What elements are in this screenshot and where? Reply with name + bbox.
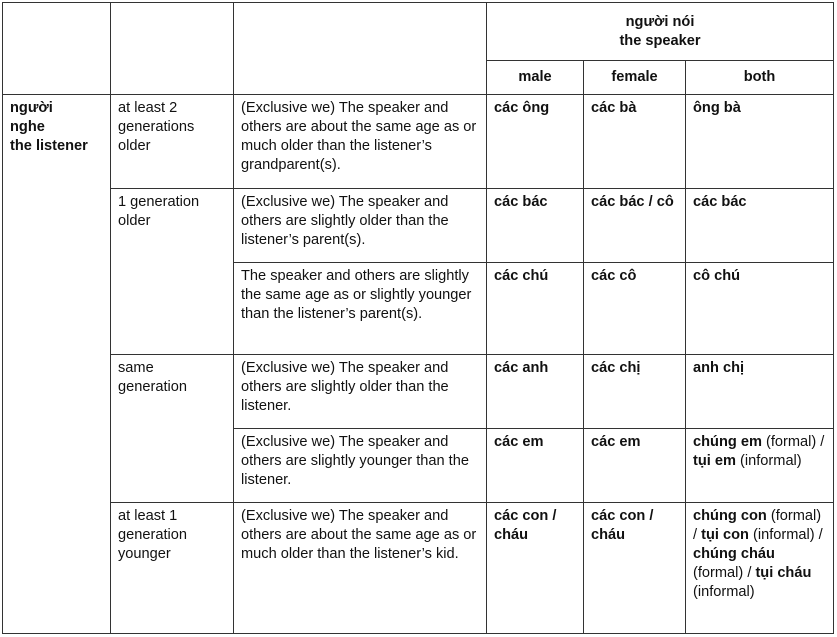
col-header-female: female <box>584 61 686 95</box>
row-description: (Exclusive we) The speaker and others are about the same age as or much older than the listener’s kid. <box>234 503 487 634</box>
empty-header-cell <box>3 3 111 95</box>
row-description: (Exclusive we) The speaker and others are slightly older than the listener’s parent(s). <box>234 189 487 263</box>
cell-male: các con / cháu <box>487 503 584 634</box>
row-description: The speaker and others are slightly the same age as or slightly younger than the listener’s parent(s). <box>234 263 487 355</box>
cell-male: các anh <box>487 355 584 429</box>
group-label: 1 generation older <box>111 189 234 355</box>
cell-both: anh chị <box>686 355 834 429</box>
cell-male: các ông <box>487 95 584 189</box>
listener-header-vi2: nghe <box>10 119 45 135</box>
speaker-header <box>487 3 834 61</box>
row-description: (Exclusive we) The speaker and others are slightly older than the listener. <box>234 355 487 429</box>
cell-female: các bà <box>584 95 686 189</box>
cell-female: các em <box>584 429 686 503</box>
listener-header <box>3 95 111 634</box>
cell-female: các cô <box>584 263 686 355</box>
group-label: at least 2 generations older <box>111 95 234 189</box>
speaker-header-en: the speaker <box>619 32 701 49</box>
cell-female: các chị <box>584 355 686 429</box>
row-description: (Exclusive we) The speaker and others are about the same age as or much older than the listener’s grandparent(s). <box>234 95 487 189</box>
listener-header-en: the listener <box>10 138 88 154</box>
cell-both: cô chú <box>686 263 834 355</box>
row-description: (Exclusive we) The speaker and others are slightly younger than the listener. <box>234 429 487 503</box>
cell-male: các chú <box>487 263 584 355</box>
cell-both: ông bà <box>686 95 834 189</box>
cell-both: chúng con (formal) / tụi con (informal) / chúng cháu (formal) / tụi cháu (informal) <box>686 503 834 634</box>
cell-female: các con / cháu <box>584 503 686 634</box>
cell-male: các bác <box>487 189 584 263</box>
pronoun-table <box>2 2 834 634</box>
listener-header-vi1: người <box>10 100 53 116</box>
col-header-both: both <box>686 61 834 95</box>
speaker-header-vi: người nói <box>625 13 695 30</box>
group-label: at least 1 generation younger <box>111 503 234 634</box>
col-header-male: male <box>487 61 584 95</box>
cell-both: chúng em (formal) / tụi em (informal) <box>686 429 834 503</box>
empty-header-cell <box>234 3 487 95</box>
group-label: same generation <box>111 355 234 503</box>
cell-male: các em <box>487 429 584 503</box>
cell-both: các bác <box>686 189 834 263</box>
cell-female: các bác / cô <box>584 189 686 263</box>
empty-header-cell <box>111 3 234 95</box>
